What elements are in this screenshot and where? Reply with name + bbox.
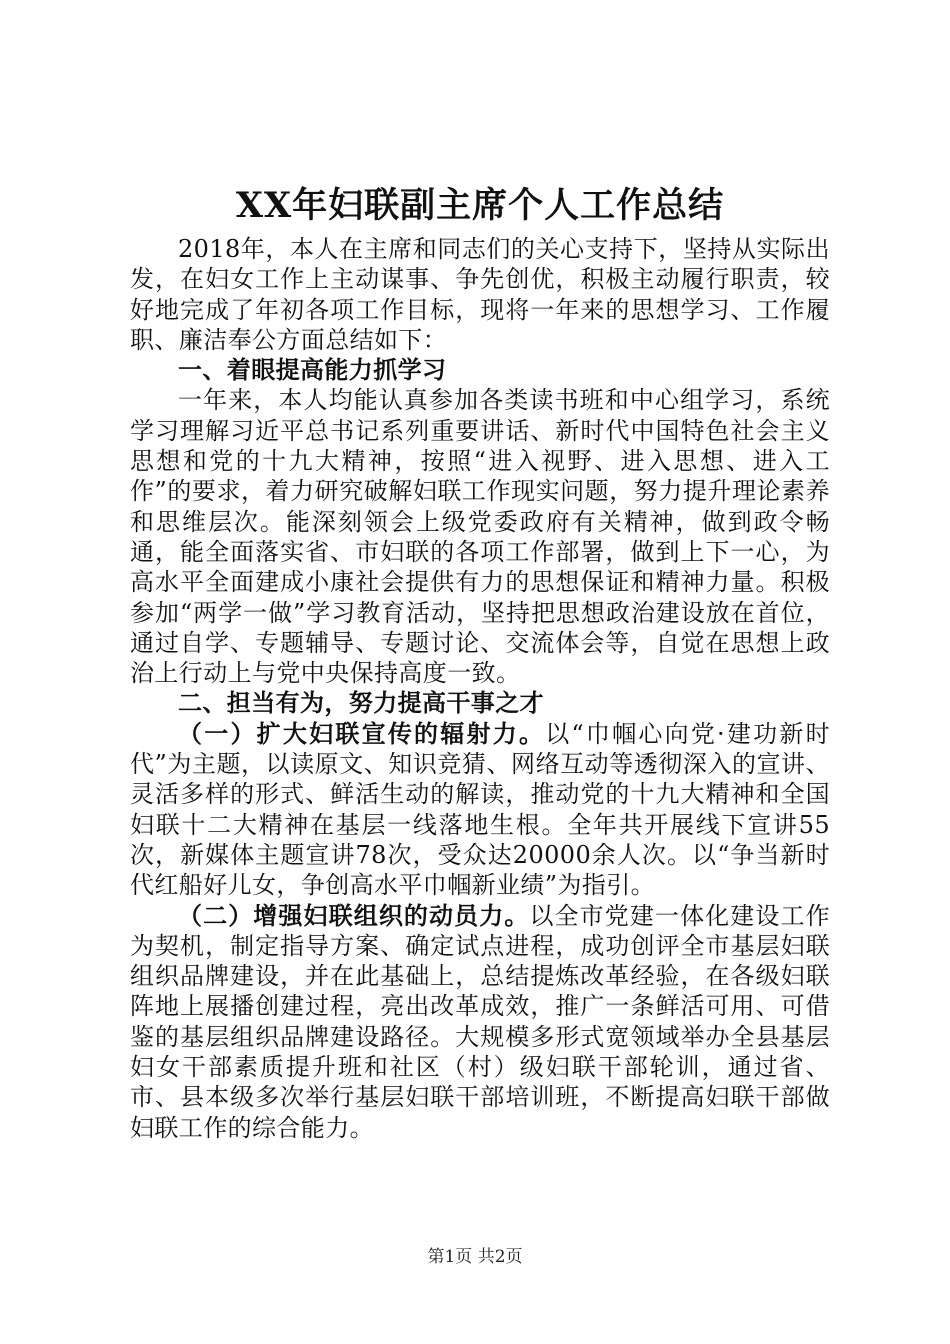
subsection-1-lead: （一）扩大妇联宣传的辐射力。 (178, 718, 546, 748)
section-1-heading: 一、着眼提高能力抓学习 (178, 355, 447, 385)
subsection-2-body: 以全市党建一体化建设工作为契机，制定指导方案、确定试点进程，成功创评全市基层妇联组织品牌建设，并在此基础上，总结提炼改革经验，在各级妇联阵地上展播创建过程，亮出改革成效，推广一条鲜活可用、可借鉴的基层组织品牌建设路径。大规模多形式宽领域举办全县基层妇女干部素质提升班和社区（村）级妇联干部轮训，通过省、市、县本级多次举行基层妇联干部培训班，不断提高妇联干部做妇联工作的综合能力。 (130, 901, 830, 1142)
document-title: XX年妇联副主席个人工作总结 (235, 185, 725, 226)
document-page (130, 180, 830, 1143)
subsection-1-paragraph (130, 719, 830, 901)
subsection-2-paragraph (130, 901, 830, 1143)
section-1-body: 一年来，本人均能认真参加各类读书班和中心组学习，系统学习理解习近平总书记系列重要讲话、新时代中国特色社会主义思想和党的十九大精神，按照“进入视野、进入思想、进入工作”的要求，着力研究破解妇联工作现实问题，努力提升理论素养和思维层次。能深刻领会上级党委政府有关精神，做到政令畅通，能全面落实省、市妇联的各项工作部署，做到上下一心，为高水平全面建成小康社会提供有力的思想保证和精神力量。积极参加“两学一做”学习教育活动，坚持把思想政治建设放在首位，通过自学、专题辅导、专题讨论、交流体会等，自觉在思想上政治上行动上与党中央保持高度一致。 (130, 386, 830, 688)
subsection-1-body: 以“巾帼心向党·建功新时代”为主题，以读原文、知识竞猜、网络互动等透彻深入的宣讲、灵活多样的形式、鲜活生动的解读，推动党的十九大精神和全国妇联十二大精神在基层一线落地生根。全年共开展线下宣讲55次，新媒体主题宣讲78次，受众达20000余人次。以“争当新时代红船好儿女，争创高水平巾帼新业绩”为指引。 (130, 719, 830, 900)
page-footer: 第1页 共2页 (427, 1247, 523, 1267)
section-2-heading: 二、担当有为，努力提高干事之才 (178, 688, 544, 718)
intro-paragraph: 2018年，本人在主席和同志们的关心支持下，坚持从实际出发，在妇女工作上主动谋事、争先创优，积极主动履行职责，较好地完成了年初各项工作目标，现将一年来的思想学习、工作履职、廉洁奉公方面总结如下： (130, 235, 830, 354)
subsection-2-lead: （二）增强妇联组织的动员力。 (178, 900, 530, 930)
